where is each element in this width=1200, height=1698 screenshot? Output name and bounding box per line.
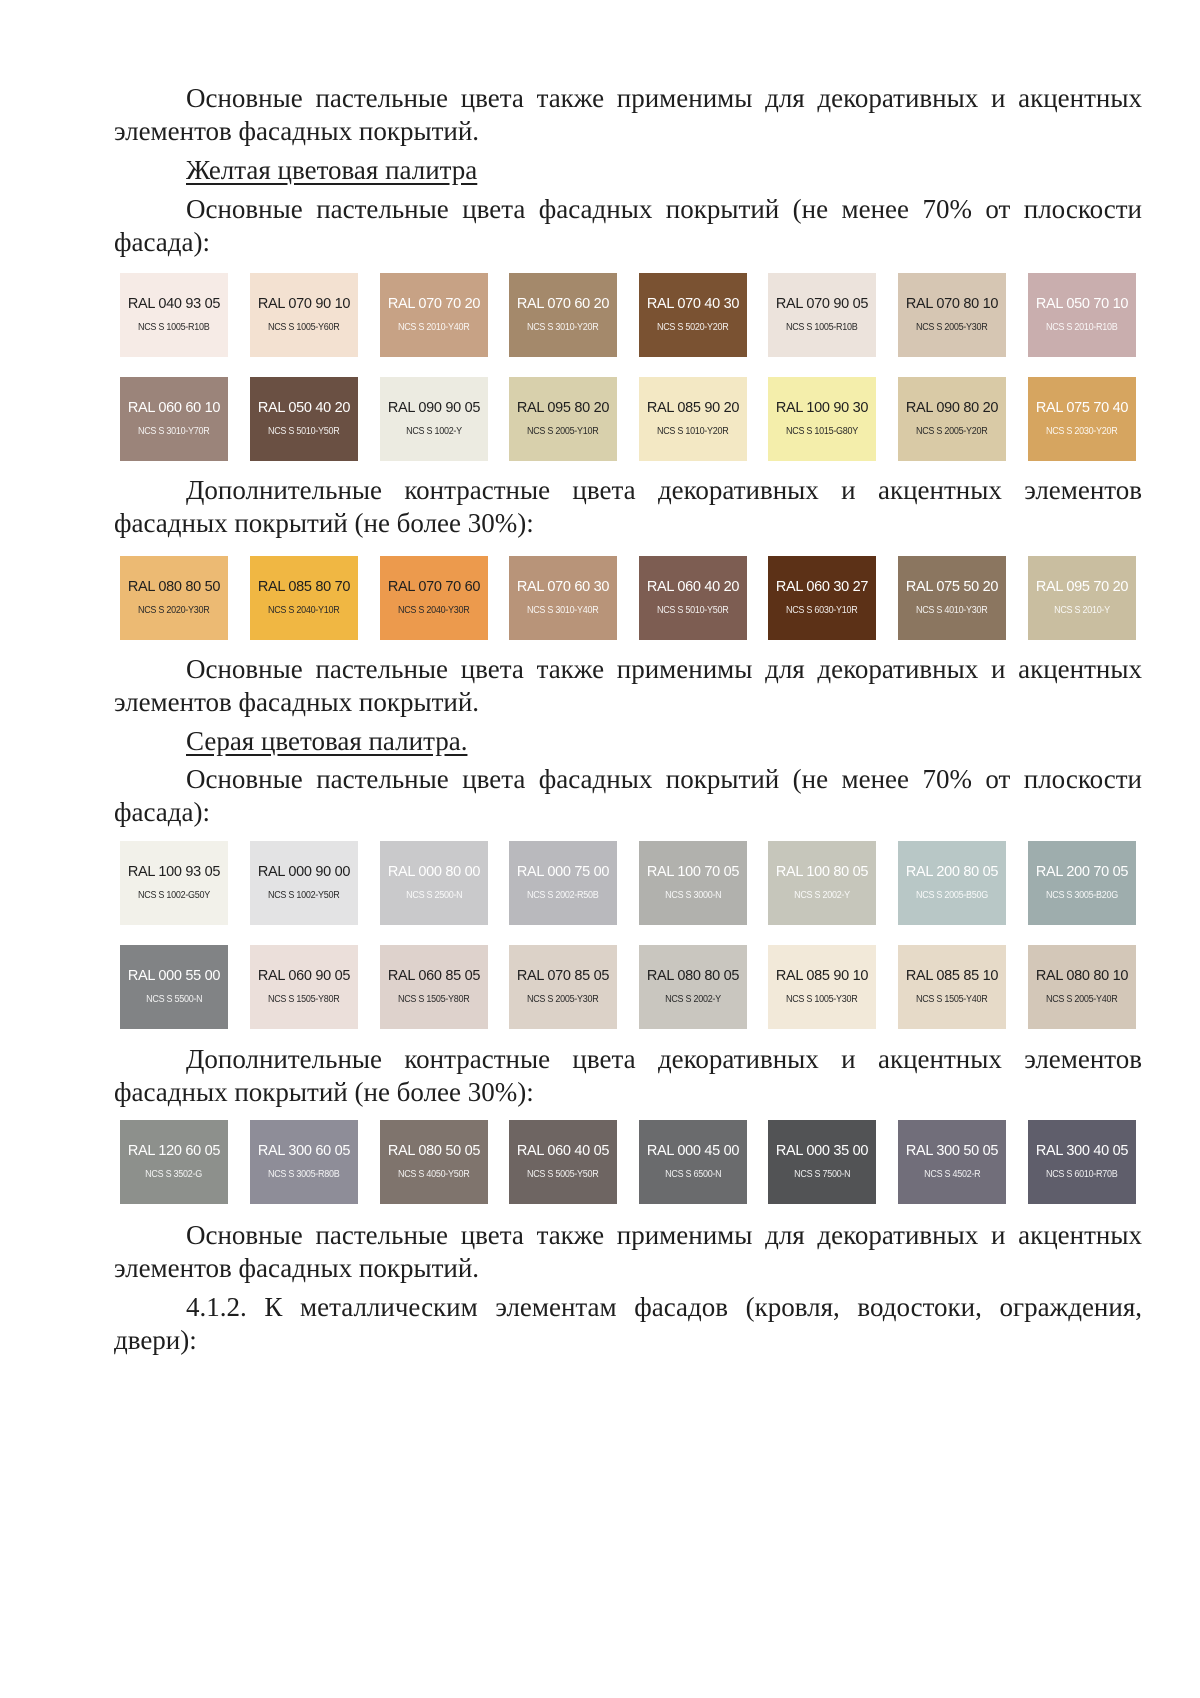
swatch-ral-code: RAL 300 60 05 [257, 1143, 351, 1159]
swatch-ral-code: RAL 300 40 05 [1035, 1143, 1129, 1159]
swatch-ral-code: RAL 060 40 20 [646, 579, 740, 595]
color-swatch-row [120, 273, 1142, 357]
color-swatch [509, 273, 617, 357]
palette-heading: Желтая цветовая палитра [186, 155, 478, 185]
swatch-ral-code: RAL 000 35 00 [775, 1143, 869, 1159]
paragraph: Основные пастельные цвета также применимы для декоративных и акцентных элементов фасадных покрытий. [114, 1220, 1142, 1283]
swatch-ncs-code: NCS S 3005-B20G [1046, 890, 1118, 901]
color-swatch [768, 841, 876, 925]
color-swatch [120, 556, 228, 640]
color-swatch [768, 1120, 876, 1204]
color-swatch [898, 945, 1006, 1029]
color-swatch [120, 273, 228, 357]
paragraph: Основные пастельные цвета также применимы для декоративных и акцентных элементов фасадных покрытий. [114, 83, 1142, 146]
color-swatch-row [120, 841, 1142, 925]
color-swatch [509, 556, 617, 640]
color-swatch [898, 377, 1006, 461]
swatch-ral-code: RAL 100 90 30 [775, 400, 869, 416]
color-swatch [380, 377, 488, 461]
swatch-ncs-code: NCS S 2002-Y [665, 994, 721, 1005]
swatch-ral-code: RAL 000 80 00 [387, 864, 481, 880]
color-swatch [898, 1120, 1006, 1204]
swatch-ral-code: RAL 120 60 05 [127, 1143, 221, 1159]
swatch-ncs-code: NCS S 3010-Y70R [138, 426, 210, 437]
color-swatch [120, 945, 228, 1029]
swatch-ral-code: RAL 200 70 05 [1035, 864, 1129, 880]
swatch-ral-code: RAL 095 70 20 [1035, 579, 1129, 595]
color-swatch-row [120, 945, 1142, 1029]
paragraph: Дополнительные контрастные цвета декоративных и акцентных элементов фасадных покрытий (не более 30%): [114, 1044, 1142, 1107]
swatch-ncs-code: NCS S 1002-G50Y [138, 890, 210, 901]
paragraph: 4.1.2. К металлическим элементам фасадов (кровля, водостоки, ограждения, двери): [114, 1292, 1142, 1355]
color-swatch [380, 945, 488, 1029]
color-swatch [898, 841, 1006, 925]
color-swatch [639, 273, 747, 357]
color-swatch [120, 841, 228, 925]
swatch-ncs-code: NCS S 2005-Y30R [916, 322, 988, 333]
swatch-ral-code: RAL 070 90 05 [775, 296, 869, 312]
paragraph: Основные пастельные цвета фасадных покрытий (не менее 70% от плоскости фасада): [114, 194, 1142, 257]
swatch-ral-code: RAL 085 85 10 [905, 968, 999, 984]
swatch-ncs-code: NCS S 1005-R10B [786, 322, 858, 333]
swatch-ncs-code: NCS S 2010-R10B [1046, 322, 1118, 333]
swatch-ncs-code: NCS S 1015-G80Y [786, 426, 858, 437]
swatch-ral-code: RAL 080 80 50 [127, 579, 221, 595]
swatch-ncs-code: NCS S 5010-Y50R [268, 426, 340, 437]
color-swatch [380, 556, 488, 640]
swatch-ncs-code: NCS S 6030-Y10R [786, 605, 858, 616]
color-swatch [639, 841, 747, 925]
color-swatch [120, 377, 228, 461]
color-swatch [509, 841, 617, 925]
swatch-ncs-code: NCS S 1010-Y20R [657, 426, 729, 437]
color-swatch [1028, 841, 1136, 925]
swatch-ral-code: RAL 000 45 00 [646, 1143, 740, 1159]
swatch-ral-code: RAL 070 60 30 [516, 579, 610, 595]
swatch-ncs-code: NCS S 5500-N [145, 994, 203, 1005]
swatch-ncs-code: NCS S 3010-Y40R [527, 605, 599, 616]
color-swatch [1028, 556, 1136, 640]
swatch-ncs-code: NCS S 2030-Y20R [1046, 426, 1118, 437]
color-swatch [768, 273, 876, 357]
swatch-ral-code: RAL 070 70 20 [387, 296, 481, 312]
swatch-ncs-code: NCS S 2020-Y30R [138, 605, 210, 616]
swatch-ncs-code: NCS S 2005-Y40R [1046, 994, 1118, 1005]
swatch-ncs-code: NCS S 3502-G [145, 1169, 203, 1180]
swatch-ral-code: RAL 080 80 10 [1035, 968, 1129, 984]
swatch-ncs-code: NCS S 2005-Y20R [916, 426, 988, 437]
swatch-ncs-code: NCS S 2005-Y30R [527, 994, 599, 1005]
swatch-ral-code: RAL 050 40 20 [257, 400, 351, 416]
color-swatch [639, 1120, 747, 1204]
color-swatch [1028, 1120, 1136, 1204]
swatch-ral-code: RAL 060 90 05 [257, 968, 351, 984]
swatch-ral-code: RAL 075 70 40 [1035, 400, 1129, 416]
color-swatch [1028, 273, 1136, 357]
swatch-ncs-code: NCS S 2010-Y [1054, 605, 1110, 616]
color-swatch [380, 1120, 488, 1204]
swatch-ncs-code: NCS S 2500-N [405, 890, 463, 901]
swatch-ral-code: RAL 085 90 10 [775, 968, 869, 984]
color-swatch [250, 273, 358, 357]
color-swatch [509, 945, 617, 1029]
paragraph: Основные пастельные цвета фасадных покрытий (не менее 70% от плоскости фасада): [114, 764, 1142, 827]
swatch-ral-code: RAL 070 70 60 [387, 579, 481, 595]
swatch-ncs-code: NCS S 3000-N [664, 890, 722, 901]
color-swatch [250, 556, 358, 640]
swatch-ral-code: RAL 100 93 05 [127, 864, 221, 880]
paragraph: Дополнительные контрастные цвета декоративных и акцентных элементов фасадных покрытий (не более 30%): [114, 475, 1142, 538]
swatch-ncs-code: NCS S 1505-Y80R [398, 994, 470, 1005]
swatch-ncs-code: NCS S 6010-R70B [1046, 1169, 1118, 1180]
color-swatch-row [120, 1120, 1142, 1204]
color-swatch [380, 273, 488, 357]
swatch-ncs-code: NCS S 2040-Y30R [398, 605, 470, 616]
swatch-ral-code: RAL 000 90 00 [257, 864, 351, 880]
color-swatch-row [120, 377, 1142, 461]
swatch-ral-code: RAL 095 80 20 [516, 400, 610, 416]
color-swatch [768, 556, 876, 640]
swatch-ncs-code: NCS S 2010-Y40R [398, 322, 470, 333]
swatch-ncs-code: NCS S 6500-N [664, 1169, 722, 1180]
swatch-ncs-code: NCS S 4010-Y30R [916, 605, 988, 616]
swatch-ral-code: RAL 090 90 05 [387, 400, 481, 416]
swatch-ral-code: RAL 000 55 00 [127, 968, 221, 984]
color-swatch [768, 377, 876, 461]
color-swatch [639, 945, 747, 1029]
swatch-ncs-code: NCS S 1005-Y60R [268, 322, 340, 333]
swatch-ncs-code: NCS S 2040-Y10R [268, 605, 340, 616]
swatch-ncs-code: NCS S 2002-Y [794, 890, 850, 901]
swatch-ral-code: RAL 040 93 05 [127, 296, 221, 312]
swatch-ncs-code: NCS S 1505-Y80R [268, 994, 340, 1005]
color-swatch [250, 841, 358, 925]
color-swatch-row [120, 556, 1142, 640]
color-swatch [1028, 945, 1136, 1029]
swatch-ral-code: RAL 000 75 00 [516, 864, 610, 880]
swatch-ral-code: RAL 070 90 10 [257, 296, 351, 312]
swatch-ral-code: RAL 060 85 05 [387, 968, 481, 984]
swatch-ncs-code: NCS S 4502-R [923, 1169, 981, 1180]
swatch-ral-code: RAL 050 70 10 [1035, 296, 1129, 312]
swatch-ral-code: RAL 070 60 20 [516, 296, 610, 312]
swatch-ncs-code: NCS S 4050-Y50R [398, 1169, 470, 1180]
swatch-ral-code: RAL 300 50 05 [905, 1143, 999, 1159]
paragraph: Основные пастельные цвета также применимы для декоративных и акцентных элементов фасадных покрытий. [114, 654, 1142, 717]
color-swatch [509, 377, 617, 461]
swatch-ncs-code: NCS S 3005-R80B [268, 1169, 340, 1180]
color-swatch [380, 841, 488, 925]
swatch-ncs-code: NCS S 7500-N [793, 1169, 851, 1180]
color-swatch [250, 377, 358, 461]
swatch-ral-code: RAL 070 85 05 [516, 968, 610, 984]
swatch-ral-code: RAL 060 40 05 [516, 1143, 610, 1159]
color-swatch [898, 273, 1006, 357]
swatch-ncs-code: NCS S 1505-Y40R [916, 994, 988, 1005]
swatch-ral-code: RAL 070 80 10 [905, 296, 999, 312]
swatch-ral-code: RAL 090 80 20 [905, 400, 999, 416]
swatch-ncs-code: NCS S 1005-R10B [138, 322, 210, 333]
swatch-ncs-code: NCS S 2005-Y10R [527, 426, 599, 437]
swatch-ral-code: RAL 200 80 05 [905, 864, 999, 880]
color-swatch [250, 1120, 358, 1204]
color-swatch [768, 945, 876, 1029]
swatch-ral-code: RAL 080 80 05 [646, 968, 740, 984]
swatch-ncs-code: NCS S 1002-Y [406, 426, 462, 437]
color-swatch [639, 377, 747, 461]
swatch-ral-code: RAL 085 80 70 [257, 579, 351, 595]
palette-heading: Серая цветовая палитра. [186, 726, 468, 756]
swatch-ncs-code: NCS S 1002-Y50R [268, 890, 340, 901]
swatch-ral-code: RAL 080 50 05 [387, 1143, 481, 1159]
color-swatch [120, 1120, 228, 1204]
color-swatch [250, 945, 358, 1029]
swatch-ncs-code: NCS S 3010-Y20R [527, 322, 599, 333]
swatch-ral-code: RAL 085 90 20 [646, 400, 740, 416]
swatch-ral-code: RAL 100 80 05 [775, 864, 869, 880]
swatch-ncs-code: NCS S 2002-R50B [527, 890, 599, 901]
swatch-ral-code: RAL 060 30 27 [775, 579, 869, 595]
swatch-ral-code: RAL 070 40 30 [646, 296, 740, 312]
swatch-ral-code: RAL 060 60 10 [127, 400, 221, 416]
color-swatch [1028, 377, 1136, 461]
swatch-ral-code: RAL 075 50 20 [905, 579, 999, 595]
swatch-ncs-code: NCS S 5005-Y50R [527, 1169, 599, 1180]
swatch-ncs-code: NCS S 5010-Y50R [657, 605, 729, 616]
color-swatch [639, 556, 747, 640]
swatch-ral-code: RAL 100 70 05 [646, 864, 740, 880]
color-swatch [509, 1120, 617, 1204]
swatch-ncs-code: NCS S 2005-B50G [916, 890, 988, 901]
swatch-ncs-code: NCS S 5020-Y20R [657, 322, 729, 333]
swatch-ncs-code: NCS S 1005-Y30R [786, 994, 858, 1005]
color-swatch [898, 556, 1006, 640]
